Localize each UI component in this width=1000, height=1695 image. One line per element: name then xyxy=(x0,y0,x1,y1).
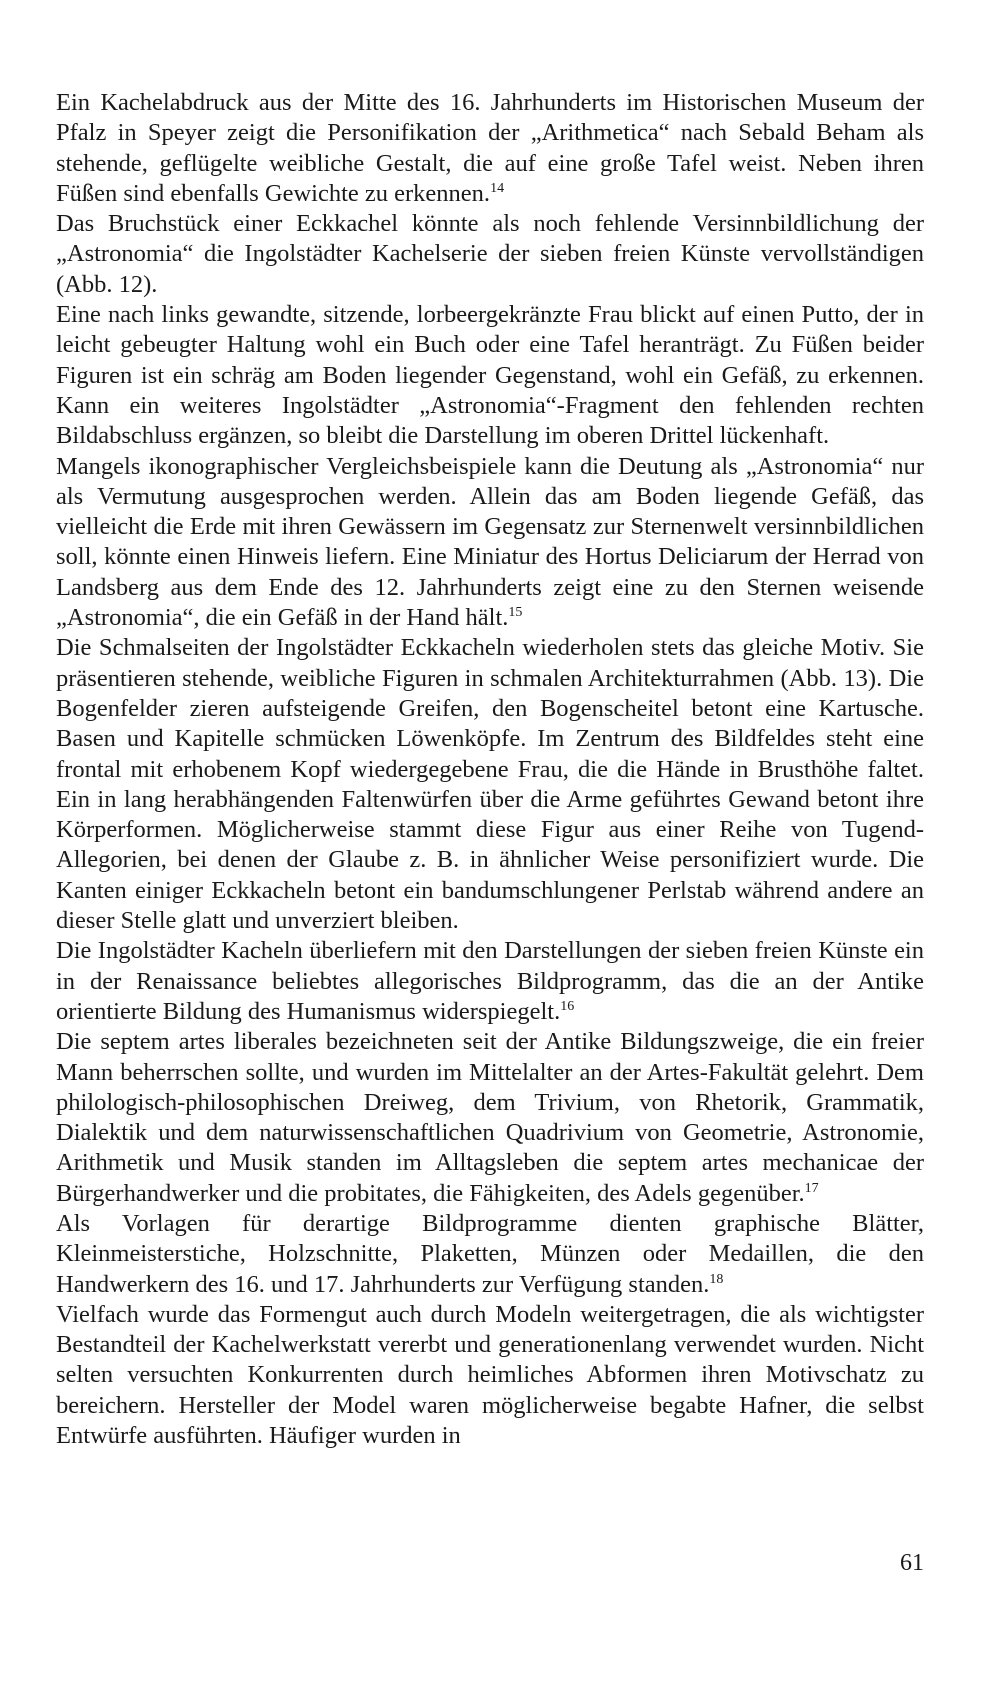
paragraph: Die Schmalseiten der Ingolstädter Eckkacheln wiederholen stets das gleiche Motiv. Sie präsentieren stehende, weibliche Figuren in schmalen Architekturrahmen (Abb. 13). Die Bogenfelder zieren aufsteigende Greifen, den Bogenscheitel betont eine Kartusche. Basen und Kapitelle schmücken Löwenköpfe. Im Zentrum des Bildfeldes steht eine frontal mit erhobenem Kopf wiedergegebene Frau, die die Hände in Brusthöhe faltet. Ein in lang herabhängenden Faltenwürfen über die Arme geführtes Gewand betont ihre Körperformen. Möglicherweise stammt diese Figur aus einer Reihe von Tugend-Allegorien, bei denen der Glaube z. B. in ähnlicher Weise personifiziert wurde. Die Kanten einiger Eckkacheln betont ein bandumschlungener Perlstab während andere an dieser Stelle glatt und unverziert bleiben. xyxy=(56,634,924,935)
paragraph: Eine nach links gewandte, sitzende, lorbeergekränzte Frau blickt auf einen Putto, der in leicht gebeugter Haltung wohl ein Buch oder eine Tafel heranträgt. Zu Füßen beider Figuren ist ein schräg am Boden liegender Gegenstand, wohl ein Gefäß, zu erkennen. Kann ein weiteres Ingolstädter „Astronomia“-Fragment den fehlenden rechten Bildabschluss ergänzen, so bleibt die Darstellung im oberen Drittel lückenhaft. xyxy=(56,301,924,450)
footnote-ref[interactable]: 15 xyxy=(508,604,523,620)
paragraph: Die septem artes liberales bezeichneten seit der Antike Bildungszweige, die ein freier Mann beherrschen sollte, und wurden im Mittelalter an der Artes-Fakultät gelehrt. Dem philologisch-philosophischen Dreiweg, dem Trivium, von Rhetorik, Grammatik, Dialektik und dem naturwissenschaftlichen Quadrivium von Geometrie, Astronomie, Arithmetik und Musik standen im Alltagsleben die septem artes mechanicae der Bürgerhandwerker und die probitates, die Fähigkeiten, des Adels gegenüber.$^{17}$ xyxy=(56,1028,924,1207)
paragraph: Als Vorlagen für derartige Bildprogramme dienten graphische Blätter, Kleinmeisterstiche, Holzschnitte, Plaketten, Münzen oder Medaillen, die den Handwerkern des 16. und 17. Jahrhunderts zur Verfügung standen.$^{18}$ xyxy=(56,1209,924,1298)
footnote-ref[interactable]: 18 xyxy=(709,1271,724,1287)
paragraph: Ein Kachelabdruck aus der Mitte des 16. Jahrhunderts im Historischen Museum der Pfalz in Speyer zeigt die Personifikation der „Arithmetica“ nach Sebald Beham als stehende, geflügelte weibliche Gestalt, die auf eine große Tafel weist. Neben ihren Füßen sind ebenfalls Gewichte zu erkennen.$^{14}$ xyxy=(56,89,924,207)
paragraph: Vielfach wurde das Formengut auch durch Modeln weitergetragen, die als wichtigster Bestandteil der Kachelwerkstatt vererbt und generationenlang verwendet wurden. Nicht selten versuchten Konkurrenten durch heimliches Abformen ihren Motivschatz zu bereichern. Hersteller der Model waren möglicherweise begabte Hafner, die selbst Entwürfe ausführten. Häufiger wurden in xyxy=(56,1300,924,1450)
paragraph: Das Bruchstück einer Eckkachel könnte als noch fehlende Versinnbildlichung der „Astronomia“ die Ingolstädter Kachelserie der sieben freien Künste vervollständigen (Abb. 12). xyxy=(56,210,924,298)
footnote-ref[interactable]: 16 xyxy=(560,998,575,1014)
paragraph: Mangels ikonographischer Vergleichsbeispiele kann die Deutung als „Astronomia“ nur als Vermutung ausgesprochen werden. Allein das am Boden liegende Gefäß, das vielleicht die Erde mit ihren Gewässern im Gegensatz zur Sternenwelt versinnbildlichen soll, könnte einen Hinweis liefern. Eine Miniatur des Hortus Deliciarum der Herrad von Landsberg aus dem Ende des 12. Jahrhunderts zeigt eine zu den Sternen weisende „Astronomia“, die ein Gefäß in der Hand hält.$^{15}$ xyxy=(56,452,924,632)
page-number: 61 xyxy=(900,1550,924,1576)
footnote-ref[interactable]: 17 xyxy=(804,1180,819,1196)
body-text xyxy=(56,88,924,1451)
footnote-ref[interactable]: 14 xyxy=(490,180,505,196)
paragraph: Die Ingolstädter Kacheln überliefern mit den Darstellungen der sieben freien Künste ein in der Renaissance beliebtes allegorisches Bildprogramm, das die an der Antike orientierte Bildung des Humanismus widerspiegelt.$^{16}$ xyxy=(56,937,924,1025)
